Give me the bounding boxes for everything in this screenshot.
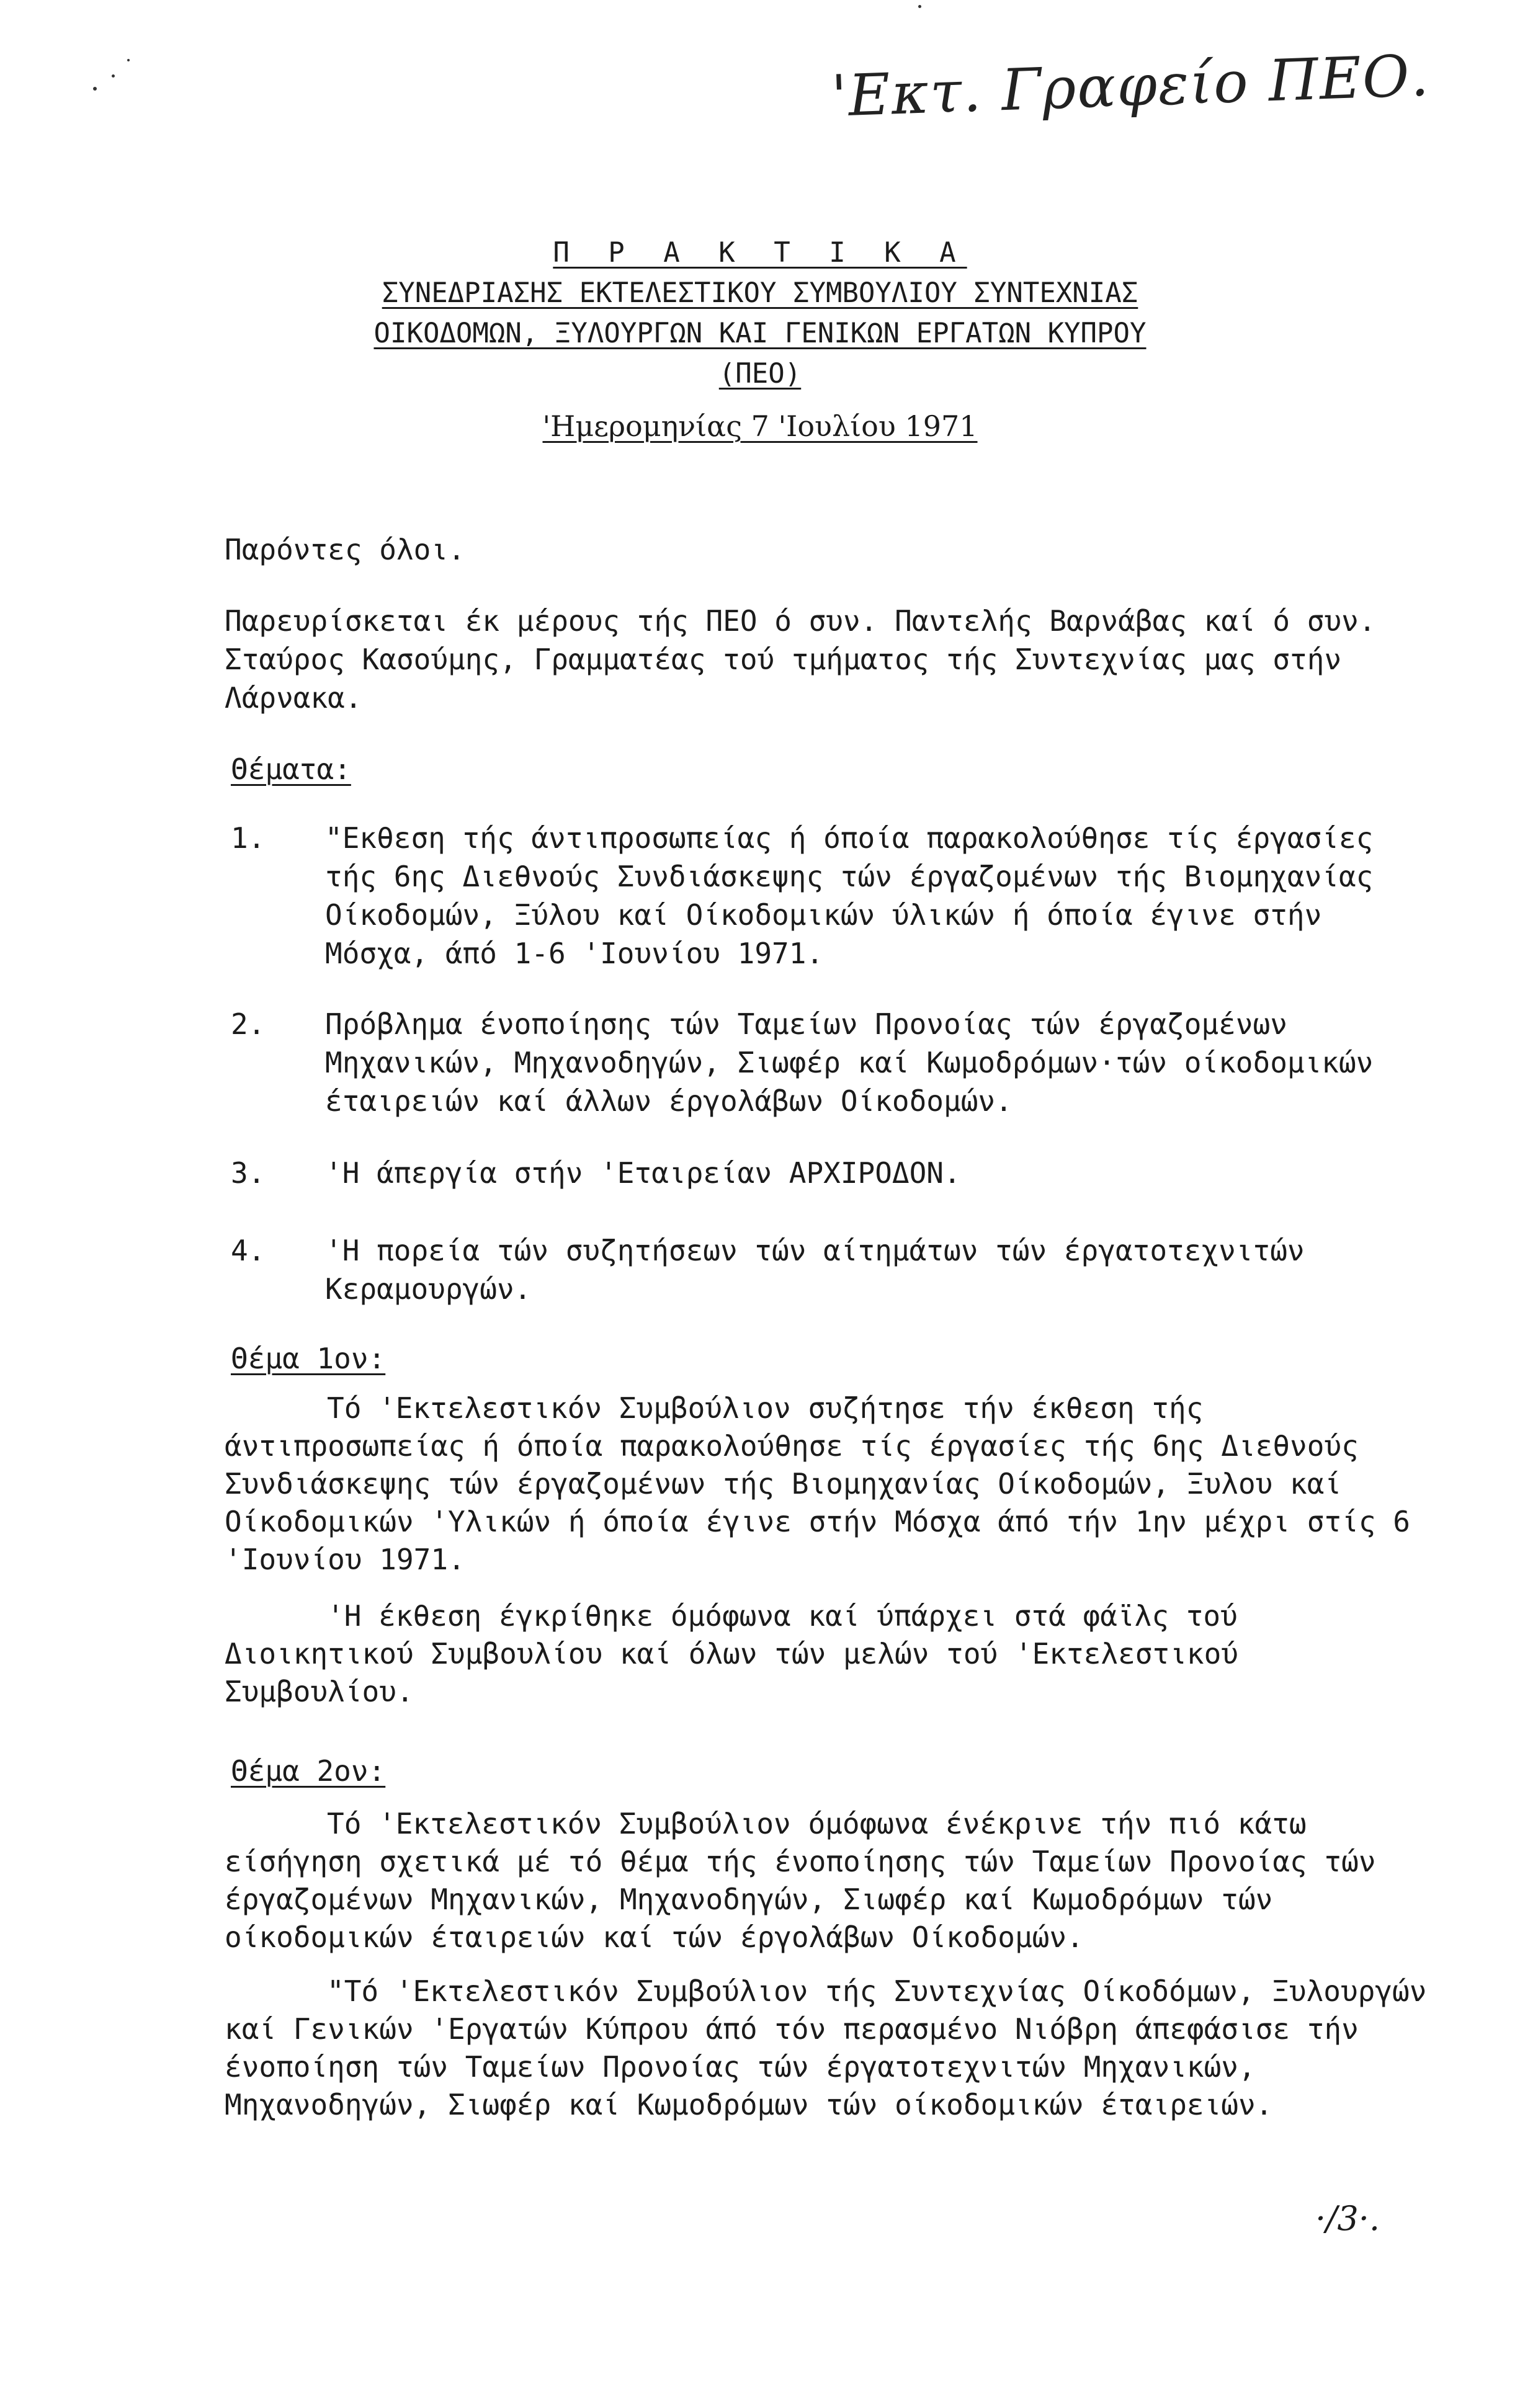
minutes-header bbox=[0, 233, 1520, 447]
section-1-paragraph-2: 'Η έκθεση έγκρίθηκε όμόφωνα καί ύπάρχει στά φάϊλς τού Διοικητικού Συμβουλίου καί όλων τών μελών τού 'Εκτελεστικού Συμβουλίου. bbox=[225, 1599, 1238, 1708]
topic-text: 'Η άπεργία στήν 'Εταιρείαν ΑΡΧΙΡΟΔΟΝ. bbox=[325, 1156, 961, 1190]
header-line-3: (ΠΕΟ) bbox=[718, 358, 802, 390]
meeting-date: 'Ημερομηνίας 7 'Ιουλίου 1971 bbox=[542, 409, 978, 443]
handwritten-note: 'Εκτ. Γραφείο ΠΕΟ. bbox=[830, 42, 1431, 130]
ink-speck bbox=[127, 59, 130, 61]
topic-number: 4. bbox=[231, 1234, 266, 1267]
section-2-paragraph-2: "Τό 'Εκτελεστικόν Συμβούλιον τής Συντεχνίας Οίκοδόμων, Ξυλουργών καί Γενικών 'Εργατών Κύπρου άπό τόν περασμένο Νιόβρη άπεφάσισε τήν ένοποίηση τών Ταμείων Προνοίας τών έργατοτεχνιτών Μηχανικών, Μηχανοδηγών, Σιωφέρ καί Κωμοδρόμων τών οίκοδομικών έταιρειών. bbox=[225, 1974, 1427, 2121]
topic-number: 1. bbox=[231, 821, 266, 855]
document-title: Π Ρ Α Κ Τ Ι Κ Α bbox=[553, 237, 967, 269]
topic-text: 'Η πορεία τών συζητήσεων τών αίτημάτων τών έργατοτεχνιτών Κεραμουργών. bbox=[325, 1234, 1305, 1306]
present-line: Παρόντες όλοι. bbox=[225, 533, 465, 566]
header-line-2: ΟΙΚΟΔΟΜΩΝ, ΞΥΛΟΥΡΓΩΝ ΚΑΙ ΓΕΝΙΚΩΝ ΕΡΓΑΤΩΝ ΚΥΠΡΟΥ bbox=[373, 318, 1147, 349]
topic-text: Πρόβλημα ένοποίησης τών Ταμείων Προνοίας τών έργαζομένων Μηχανικών, Μηχανοδηγών, Σιωφέρ καί Κωμοδρόμων·τών οίκοδομικών έταιρειών καί άλλων έργολάβων Οίκοδομών. bbox=[325, 1007, 1374, 1118]
ink-speck bbox=[93, 87, 97, 91]
topic-number: 3. bbox=[231, 1156, 266, 1190]
topic-number: 2. bbox=[231, 1007, 266, 1041]
ink-speck bbox=[918, 5, 921, 8]
attendance-note: Παρευρίσκεται έκ μέρους τής ΠΕΟ ό συν. Παντελής Βαρνάβας καί ό συν. Σταύρος Κασούμης, Γραμματέας τού τμήματος τής Συντεχνίας μας στήν Λάρνακα. bbox=[225, 604, 1376, 715]
section-1-paragraph-1: Τό 'Εκτελεστικόν Συμβούλιον συζήτησε τήν έκθεση τής άντιπροσωπείας ή όποία παρακολούθησε τίς έργασίες τής 6ης Διεθνούς Συνδιάσκεψης τών έργαζομένων τής Βιομηχανίας Οίκοδομών, Ξυλου καί Οίκοδομικών 'Υλικών ή όποία έγινε στήν Μόσχα άπό τήν 1ην μέχρι στίς 6 'Ιουνίου 1971. bbox=[225, 1391, 1410, 1576]
topics-heading: Θέματα: bbox=[231, 752, 351, 786]
page-number-mark: ·/3·. bbox=[1315, 2199, 1380, 2238]
section-2-paragraph-1: Τό 'Εκτελεστικόν Συμβούλιον όμόφωνα ένέκρινε τήν πιό κάτω είσήγηση σχετικά μέ τό θέμα τής ένοποίησης τών Ταμείων Προνοίας τών έργαζομένων Μηχανικών, Μηχανοδηγών, Σιωφέρ καί Κωμοδρόμων τών οίκοδομικών έταιρειών καί τών έργολάβων Οίκοδομών. bbox=[225, 1807, 1376, 1954]
header-line-1: ΣΥΝΕΔΡΙΑΣΗΣ ΕΚΤΕΛΕΣΤΙΚΟΥ ΣΥΜΒΟΥΛΙΟΥ ΣΥΝΤΕΧΝΙΑΣ bbox=[382, 277, 1138, 309]
ink-speck bbox=[112, 74, 115, 78]
section-2-heading: Θέμα 2ον: bbox=[231, 1754, 386, 1788]
section-1-heading: Θέμα 1ον: bbox=[231, 1342, 386, 1375]
topic-text: "Εκθεση τής άντιπροσωπείας ή όποία παρακολούθησε τίς έργασίες τής 6ης Διεθνούς Συνδιάσκεψης τών έργαζομένων τής Βιομηχανίας Οίκοδομών, Ξύλου καί Οίκοδομικών ύλικών ή όποία έγινε στήν Μόσχα, άπό 1-6 'Ιουνίου 1971. bbox=[325, 821, 1374, 970]
